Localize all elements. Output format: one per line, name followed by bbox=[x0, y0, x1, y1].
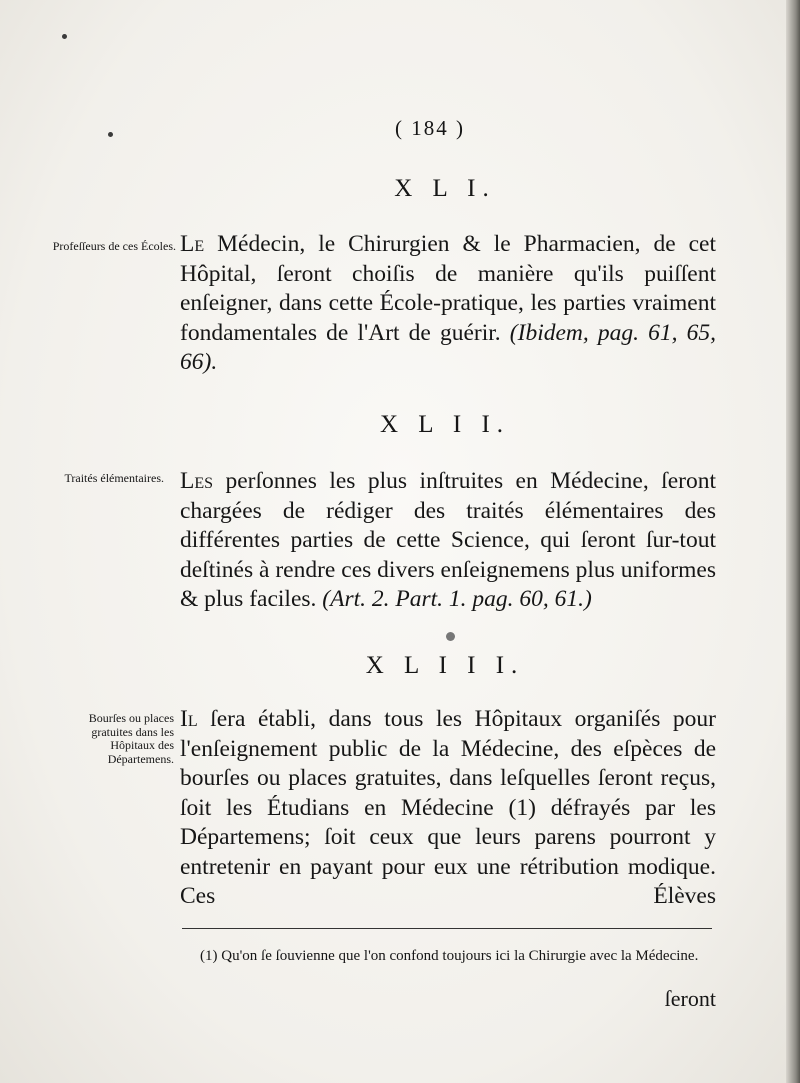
citation: (Art. 2. Part. 1. pag. 60, 61.) bbox=[322, 586, 592, 612]
margin-note-bourses: Bourſes ou places gratuites dans les Hôpitaux des Départemens. bbox=[88, 711, 174, 766]
paper-speck bbox=[446, 632, 455, 641]
page-number: ( 184 ) bbox=[395, 116, 465, 140]
lead-word: Les bbox=[180, 468, 214, 494]
catchword: ſeront bbox=[664, 986, 716, 1011]
lead-word: Il bbox=[180, 706, 198, 732]
margin-note-professeurs: Profeſſeurs de ces Écoles. bbox=[52, 239, 176, 253]
paper-speck bbox=[62, 34, 67, 39]
lead-word: Le bbox=[180, 231, 205, 257]
section-heading-xliii: X L I I I. bbox=[365, 652, 525, 679]
paragraph-text: ſera établi, dans tous les Hôpitaux organiſés pour l'enſeignement public de la Médecine, des eſpèces de bourſes ou places gratuites, dans leſquelles ſeront reçus, ſoit les Étudians en Médecine (1) défrayés par les Départemens; ſoit ceux que leurs parens pourront y entretenir en payant pour eux une rétribution modique. Ces Élèves bbox=[180, 706, 716, 909]
paragraph-text: perſonnes les plus inſtruites en Médecine, ſeront chargées de rédiger des traités élémentaires des différentes parties de cette Science, qui ſeront ſur-tout deſtinés à rendre ces divers enſeignemens plus uniformes & plus faciles. bbox=[180, 468, 717, 612]
paragraph-text: Médecin, le Chirurgien & le Pharmacien, de cet Hôpital, ſeront choiſis de manière qu'ils puiſſent enſeigner, dans cette École-pratique, les parties vraiment fondamentales de l'Art de guérir. bbox=[180, 231, 716, 346]
paragraph-xliii bbox=[180, 705, 716, 912]
footnote-rule bbox=[182, 928, 712, 929]
paragraph-xli bbox=[180, 230, 716, 378]
margin-note-traites: Traités élémentaires. bbox=[64, 471, 164, 485]
book-spine-shadow bbox=[786, 0, 800, 1083]
section-heading-xlii: X L I I. bbox=[379, 411, 511, 438]
citation: (Ibidem, pag. 61, 65, 66). bbox=[180, 319, 716, 375]
paragraph-xlii bbox=[180, 467, 716, 615]
section-heading-xli: X L I. bbox=[394, 175, 496, 202]
footnote: (1) Qu'on ſe ſouvienne que l'on confond toujours ici la Chirurgie avec la Médecine. bbox=[200, 948, 699, 964]
